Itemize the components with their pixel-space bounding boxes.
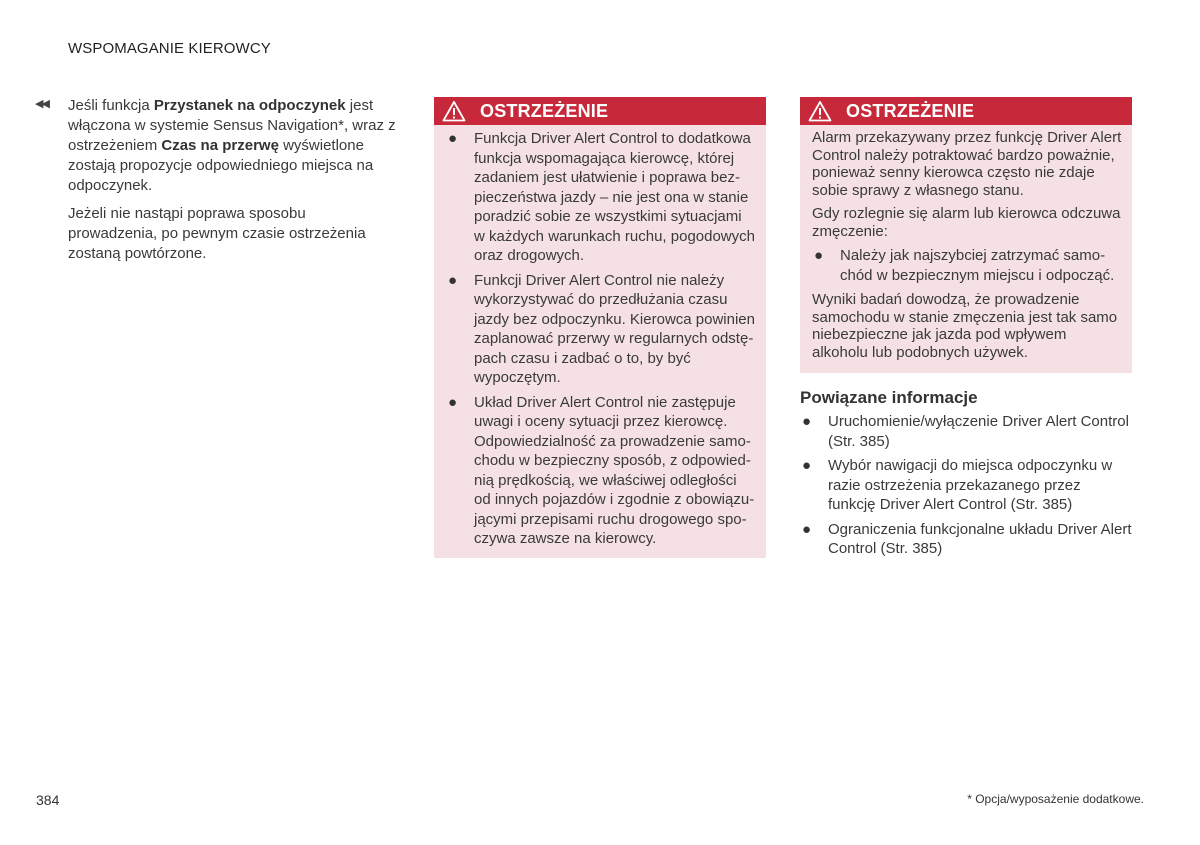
list-item: ● Należy jak najszybciej zatrzymać samochód w bezpiecznym miejscu i odpocząć. — [814, 247, 1115, 284]
page-number: 384 — [36, 792, 60, 808]
related-info-title: Powiązane informacje — [800, 388, 978, 407]
related-link[interactable]: ● Ograniczenia funkcjonalne układu Driver Alert Control (Str. 385) — [802, 520, 1132, 557]
related-list — [800, 412, 1132, 559]
intro-column — [68, 96, 398, 272]
warning-paragraph-3: Wyniki badań dowodzą, że prowadzenie samochodu w stanie zmęczenia jest tak samo niebezpieczne jak jazda pod wpływem alkoholu lub podobnych używek. — [812, 291, 1118, 361]
intro-paragraph-2: Jeżeli nie nastąpi poprawa sposobu prowadzenia, po pewnym czasie ostrzeżenia zostaną powtórzone. — [68, 205, 366, 262]
feature-name-rest-stop: Przystanek na odpoczynek — [153, 97, 346, 114]
warning-name-break-time: Czas na przerwę — [161, 137, 279, 154]
warning-list — [446, 129, 756, 549]
warning-title: OSTRZEŻENIE — [846, 100, 975, 121]
warning-header — [800, 97, 1132, 125]
double-chevron-left-icon: ◀◀ — [35, 98, 48, 110]
intro-paragraph-1: Jeśli funkcja Przystanek na odpoczynek jest włączona w systemie Sensus Navigation*, wraz z ostrzeżeniem Czas na przerwę wyświetlone zostają propozycje odpowiedniego miejsca na odpoczynek. — [68, 97, 396, 194]
related-link[interactable]: ● Wybór nawigacji do miejsca odpoczynku w razie ostrzeżenia przekazanego przez funkcję Driver Alert Control (Str. 385) — [802, 457, 1113, 513]
warning-paragraph-1: Alarm przekazywany przez funkcję Driver Alert Control należy potraktować bardzo poważnie, ponieważ senny kierowca często nie zdaje sobie sprawy z własnego stanu. — [812, 129, 1122, 199]
related-link[interactable]: ● Uruchomienie/wyłączenie Driver Alert Control (Str. 385) — [802, 413, 1129, 450]
warning-paragraph-2: Gdy rozlegnie się alarm lub kierowca odczuwa zmęczenie: — [812, 205, 1121, 240]
warning-triangle-icon — [808, 100, 832, 122]
footnote: * Opcja/wyposażenie dodatkowe. — [967, 792, 1144, 806]
warning-list — [812, 246, 1122, 285]
list-item: ● Funkcji Driver Alert Control nie należy wykorzystywać do przedłużania czasu jazdy bez odpoczynku. Kierowca powinien zaplanować przerwy w regularnych odstępach czasu i zadbać o to, by być wypoczętym. — [448, 271, 755, 386]
section-header: WSPOMAGANIE KIEROWCY — [68, 40, 271, 57]
warning-box-1 — [434, 97, 766, 558]
warning-triangle-icon — [442, 100, 466, 122]
warning-box-2 — [800, 97, 1132, 373]
list-item: ● Funkcja Driver Alert Control to dodatkowa funkcja wspomagająca kierowcę, której zadaniem jest ułatwienie i poprawa bezpieczeństwa jazdy – nie jest ona w stanie poradzić sobie ze wszystkimi sytuacjami w każdych warunkach ruchu, pogodowych oraz drogowych. — [448, 130, 755, 264]
warning-title: OSTRZEŻENIE — [480, 100, 609, 121]
related-info — [800, 388, 1132, 564]
warning-header — [434, 97, 766, 125]
list-item: ● Układ Driver Alert Control nie zastępuje uwagi i oceny sytuacji przez kierowcę. Odpowiedzialność za prowadzenie samochodu w bezpieczny sposób, z odpowiednią prędkością, we właściwej odległości od innych pojazdów i zgodnie z obowiązującymi przepisami ruchu drogowego spoczywa zawsze na kierowcy. — [448, 393, 755, 547]
